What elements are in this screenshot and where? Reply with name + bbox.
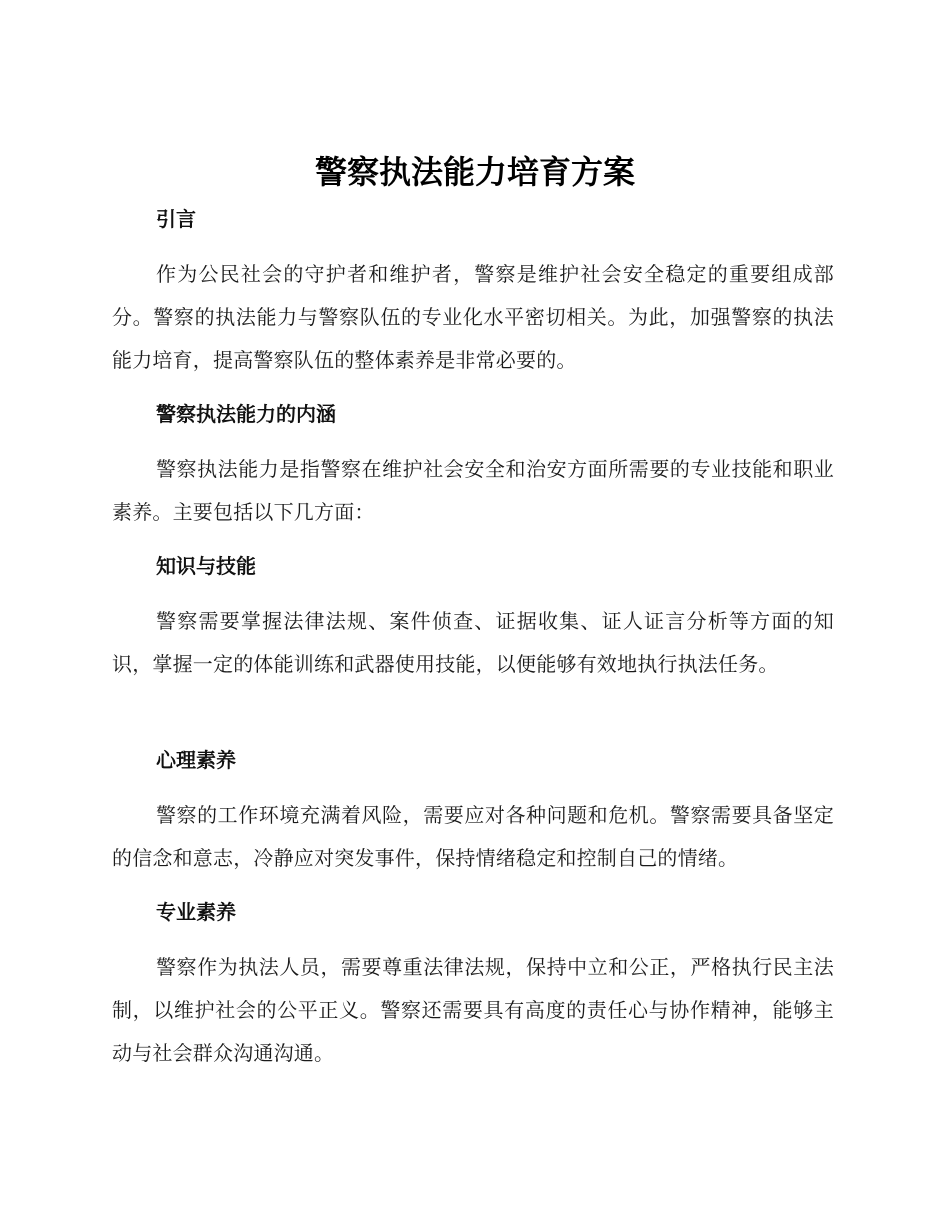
section-paragraph-introduction: 作为公民社会的守护者和维护者，警察是维护社会安全稳定的重要组成部分。警察的执法能力与警察队伍的专业化水平密切相关。为此，加强警察的执法能力培育，提高警察队伍的整体素养是非常必要的。: [112, 262, 834, 372]
section-heading-professional: 专业素养: [156, 900, 236, 924]
section-paragraph-knowledge-skills: 警察需要掌握法律法规、案件侦查、证据收集、证人证言分析等方面的知识，掌握一定的体能训练和武器使用技能，以便能够有效地执行执法任务。: [112, 609, 834, 676]
section-paragraph-professional: 警察作为执法人员，需要尊重法律法规，保持中立和公正，严格执行民主法制，以维护社会的公平正义。警察还需要具有高度的责任心与协作精神，能够主动与社会群众沟通沟通。: [112, 955, 834, 1065]
section-heading-knowledge-skills: 知识与技能: [156, 554, 256, 578]
section-heading-introduction: 引言: [156, 207, 196, 231]
section-heading-connotation: 警察执法能力的内涵: [156, 402, 336, 426]
section-paragraph-connotation: 警察执法能力是指警察在维护社会安全和治安方面所需要的专业技能和职业素养。主要包括以下几方面：: [112, 457, 834, 524]
section-heading-psychological: 心理素养: [156, 748, 236, 772]
section-paragraph-psychological: 警察的工作环境充满着风险，需要应对各种问题和危机。警察需要具备坚定的信念和意志，冷静应对突发事件，保持情绪稳定和控制自己的情绪。: [112, 803, 834, 870]
document-title: 警察执法能力培育方案: [314, 153, 635, 191]
